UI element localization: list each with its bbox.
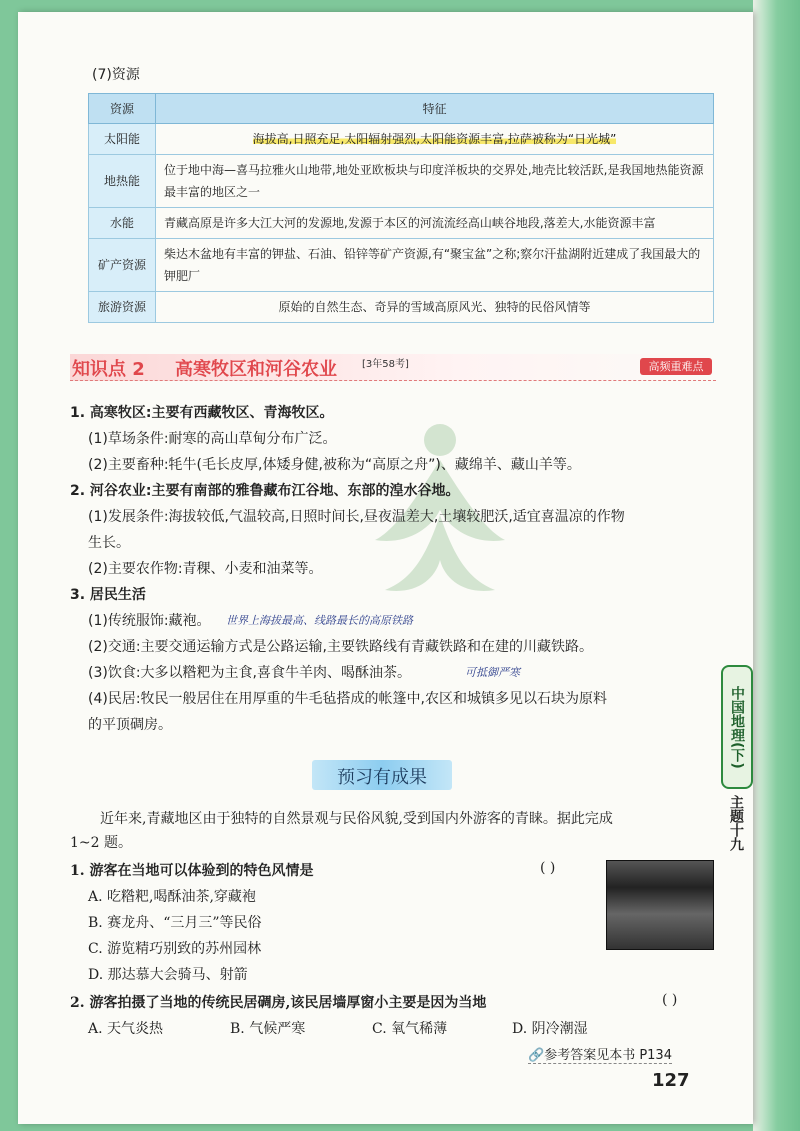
option: A. 天气炎热: [88, 1021, 164, 1037]
page-edge: [753, 0, 800, 1131]
handwritten-note: 可抵御严寒: [465, 666, 520, 679]
resource-feature: 柴达木盆地有丰富的钾盐、石油、铅锌等矿产资源,有“聚宝盆”之称;察尔汗盐湖附近建成了我国最大的钾肥厂: [156, 239, 714, 292]
content-line: (2)交通:主要交通运输方式是公路运输,主要铁路线有青藏铁路和在建的川藏铁路。: [88, 639, 593, 655]
content-line: 1. 高寒牧区:主要有西藏牧区、青海牧区。: [70, 405, 334, 421]
question-2: 2. 游客拍摄了当地的传统民居碉房,该民居墙厚窗小主要是因为当地: [70, 995, 487, 1011]
content-line: 的平顶碉房。: [88, 717, 172, 733]
content-line: 生长。: [88, 535, 130, 551]
question-1: 1. 游客在当地可以体验到的特色风情是: [70, 863, 314, 879]
table-row: [89, 292, 714, 323]
table-row: [89, 124, 714, 155]
content-line: 3. 居民生活: [70, 587, 146, 603]
preview-title: 预习有成果: [337, 767, 427, 788]
resource-feature: 位于地中海—喜马拉雅火山地带,地处亚欧板块与印度洋板块的交界处,地壳比较活跃,是我国地热能资源最丰富的地区之一: [156, 155, 714, 208]
option: C. 游览精巧别致的苏州园林: [88, 941, 262, 957]
content-line: (2)主要畜种:牦牛(毛长皮厚,体矮身健,被称为“高原之舟”)、藏绵羊、藏山羊等。: [88, 457, 581, 473]
chapter-subtitle: 主题十九: [728, 795, 744, 851]
content-line: (1)发展条件:海拔较低,气温较高,日照时间长,昼夜温差大,土壤较肥沃,适宜喜温凉的作物: [88, 509, 625, 525]
table-row: [89, 239, 714, 292]
option: D. 阴冷潮湿: [512, 1021, 588, 1037]
content-line: (4)民居:牧民一般居住在用厚重的牛毛毡搭成的帐篷中,农区和城镇多见以石块为原料: [88, 691, 607, 707]
option: A. 吃糌粑,喝酥油茶,穿藏袍: [88, 889, 256, 905]
option: C. 氧气稀薄: [372, 1021, 448, 1037]
chapter-tab: 中国地理(下): [721, 665, 753, 789]
option: D. 那达慕大会骑马、射箭: [88, 967, 248, 983]
content-line: (1)草场条件:耐寒的高山草甸分布广泛。: [88, 431, 337, 447]
answer-reference-text: 参考答案见本书 P134: [544, 1048, 672, 1063]
header-resource: 资源: [89, 94, 156, 124]
resource-name: 太阳能: [89, 124, 156, 155]
section-title: (7)资源: [92, 67, 140, 83]
intro-text: 近年来,青藏地区由于独特的自然景观与民俗风貌,受到国内外游客的青睐。据此完成: [100, 811, 613, 827]
intro-text: 1~2 题。: [70, 835, 132, 851]
resources-table: [88, 93, 714, 323]
answer-paren: ( ): [662, 992, 678, 1008]
answer-paren: ( ): [540, 860, 556, 876]
content-line: (1)传统服饰:藏袍。: [88, 613, 211, 629]
header-feature: 特征: [156, 94, 714, 124]
content-line: (2)主要农作物:青稞、小麦和油菜等。: [88, 561, 323, 577]
content-line: (3)饮食:大多以糌粑为主食,喜食牛羊肉、喝酥油茶。: [88, 665, 411, 681]
resource-feature: [156, 124, 714, 155]
resource-feature: 原始的自然生态、奇异的雪域高原风光、独特的民俗风情等: [156, 292, 714, 323]
resource-name: 水能: [89, 208, 156, 239]
resource-feature: 青藏高原是许多大江大河的发源地,发源于本区的河流流经高山峡谷地段,落差大,水能资源丰富: [156, 208, 714, 239]
tibetan-house-photo: [606, 860, 714, 950]
handwritten-note: 世界上海拔最高、线路最长的高原铁路: [226, 614, 413, 627]
page-number: 127: [652, 1070, 690, 1091]
table-row: [89, 155, 714, 208]
option: B. 气候严寒: [230, 1021, 306, 1037]
table-header-row: [89, 94, 714, 124]
option: B. 赛龙舟、“三月三”等民俗: [88, 915, 262, 931]
knowledge-point-title: 高寒牧区和河谷农业: [175, 359, 337, 380]
content-line: 2. 河谷农业:主要有南部的雅鲁藏布江谷地、东部的湟水谷地。: [70, 483, 460, 499]
exam-count-note: [3年58考]: [362, 359, 409, 370]
resource-name: 旅游资源: [89, 292, 156, 323]
table-row: [89, 208, 714, 239]
knowledge-point-label: 知识点 2: [72, 359, 145, 380]
resource-name: 矿产资源: [89, 239, 156, 292]
answer-reference: [528, 1044, 672, 1064]
frequency-tag: 高频重难点: [640, 358, 712, 375]
resource-name: 地热能: [89, 155, 156, 208]
feature-text: 海拔高,日照充足,太阳辐射强烈,太阳能资源丰富,拉萨被称为“日光城”: [252, 132, 617, 146]
link-icon: 🔗: [528, 1048, 545, 1063]
